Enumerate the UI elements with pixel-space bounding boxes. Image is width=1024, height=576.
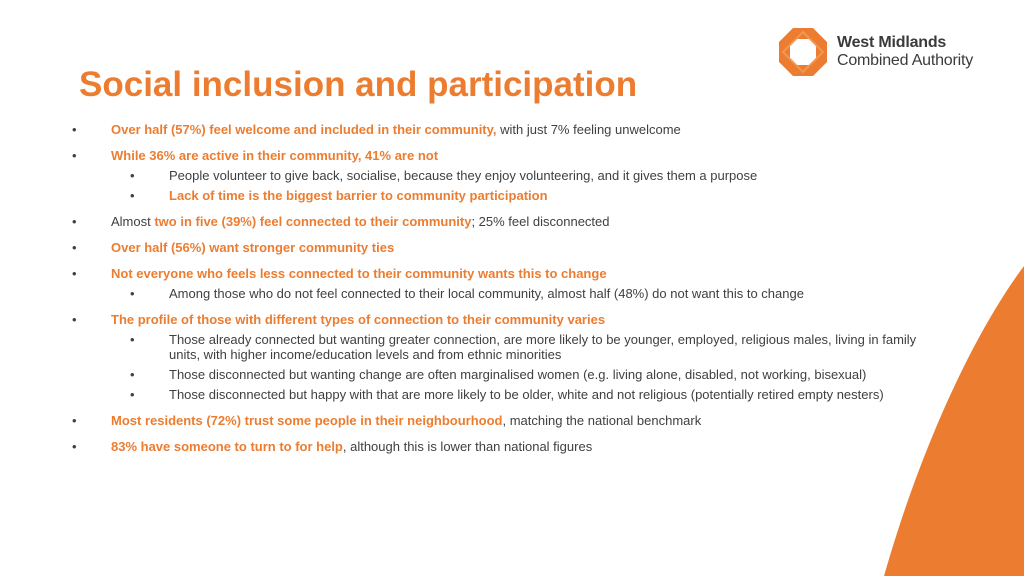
wmca-logo-mark-icon [779, 28, 827, 76]
body-text: Those disconnected but wanting change are often marginalised women (e.g. living alone, disabled, not working, bisexual) [169, 367, 867, 382]
bullet-icon: • [130, 367, 135, 382]
list-item [60, 240, 940, 255]
bullet-icon: • [72, 266, 77, 281]
sub-list-item [111, 188, 940, 203]
bullet-icon: • [72, 439, 77, 454]
highlight-text: While 36% are active in their community, 41% are not [111, 148, 439, 163]
sub-list-item [111, 387, 940, 402]
highlight-text: Not everyone who feels less connected to their community wants this to change [111, 266, 607, 281]
bullet-icon: • [72, 214, 77, 229]
body-text: , matching the national benchmark [502, 413, 702, 428]
logo-name-line2: Combined Authority [837, 52, 974, 69]
bullet-icon: • [72, 413, 77, 428]
page-title: Social inclusion and participation [79, 65, 638, 104]
list-item [60, 266, 940, 301]
bullet-icon: • [130, 188, 135, 203]
bullet-list [60, 122, 940, 465]
bullet-icon: • [72, 240, 77, 255]
logo-name-line1: West Midlands [837, 34, 947, 51]
list-item [60, 148, 940, 203]
highlight-text: Over half (56%) want stronger community ties [111, 240, 395, 255]
highlight-text: Most residents (72%) trust some people in their neighbourhood [111, 413, 503, 428]
sub-list [111, 332, 940, 402]
highlight-text: The profile of those with different types of connection to their community varies [111, 312, 606, 327]
body-text: Among those who do not feel connected to their local community, almost half (48%) do not want this to change [169, 286, 804, 301]
body-text: ; 25% feel disconnected [471, 214, 610, 229]
bullet-icon: • [130, 332, 135, 347]
list-item [60, 122, 940, 137]
sub-list-item [111, 332, 940, 362]
bullet-icon: • [72, 312, 77, 327]
body-text: Almost [111, 214, 155, 229]
body-text: , although this is lower than national figures [342, 439, 593, 454]
bullet-icon: • [72, 148, 77, 163]
highlight-text: Lack of time is the biggest barrier to community participation [169, 188, 548, 203]
highlight-text: 83% have someone to turn to for help [111, 439, 343, 454]
list-item [60, 439, 940, 454]
list-item [60, 214, 940, 229]
sub-list-item [111, 168, 940, 183]
highlight-text: two in five (39%) feel connected to their community [154, 214, 472, 229]
wmca-logo [779, 28, 973, 76]
bullet-icon: • [130, 168, 135, 183]
body-text: People volunteer to give back, socialise, because they enjoy volunteering, and it gives them a purpose [169, 168, 758, 183]
bullet-icon: • [130, 387, 135, 402]
sub-list-item [111, 367, 940, 382]
sub-list [111, 286, 940, 301]
body-text: with just 7% feeling unwelcome [496, 122, 681, 137]
highlight-text: Over half (57%) feel welcome and included in their community, [111, 122, 497, 137]
list-item [60, 312, 940, 402]
bullet-icon: • [72, 122, 77, 137]
bullet-icon: • [130, 286, 135, 301]
sub-list-item [111, 286, 940, 301]
body-text: Those already connected but wanting greater connection, are more likely to be younger, employed, religious males, living in family units, with higher income/education levels and from ethnic minorities [169, 332, 917, 362]
sub-list [111, 168, 940, 203]
list-item [60, 413, 940, 428]
body-text: Those disconnected but happy with that are more likely to be older, white and not religious (potentially retired empty nesters) [169, 387, 884, 402]
